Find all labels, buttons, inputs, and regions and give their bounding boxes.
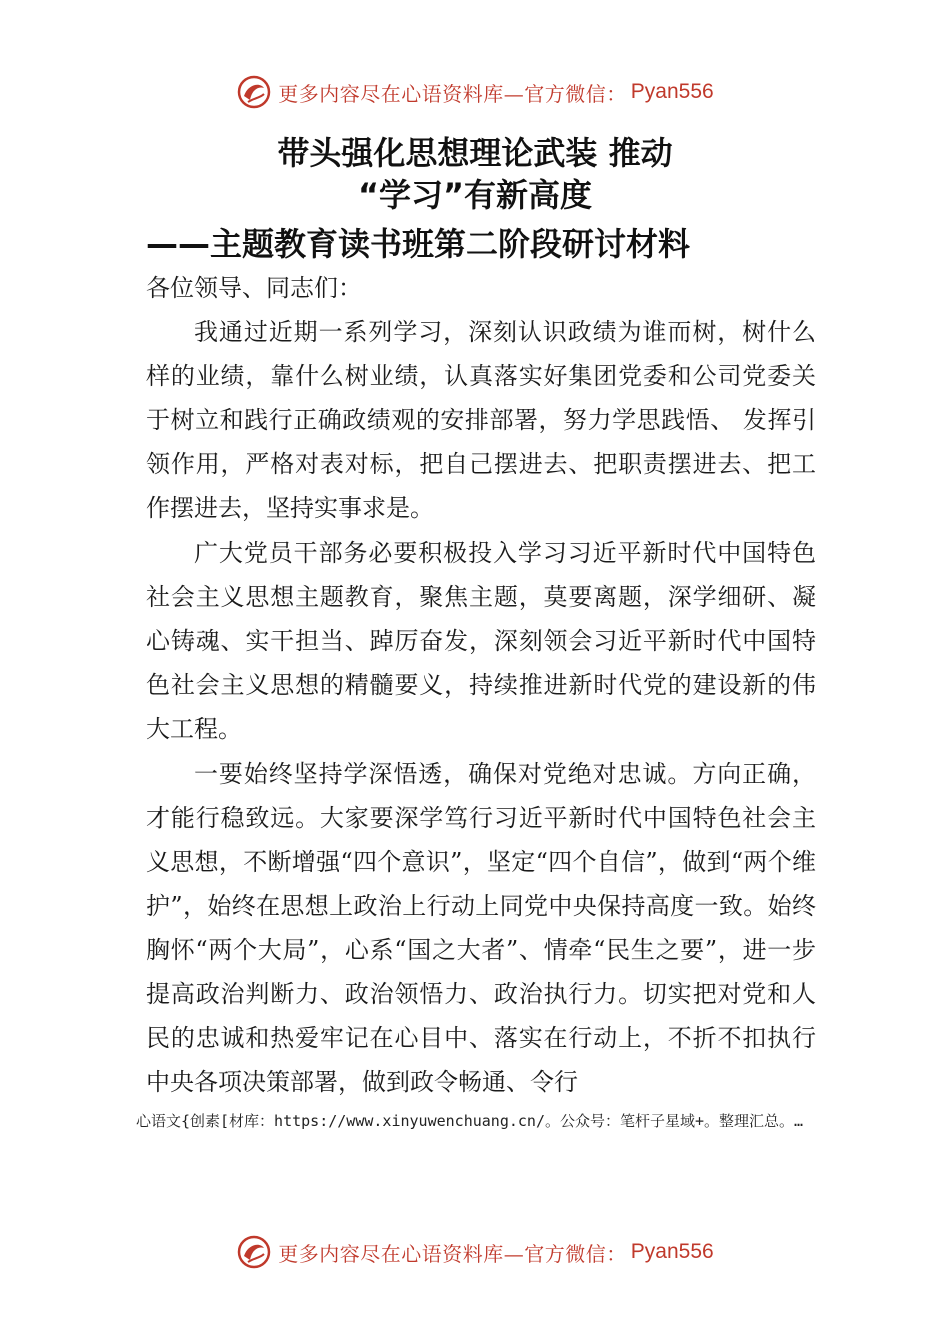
greeting: 各位领导、同志们： — [146, 274, 362, 302]
top-banner — [0, 72, 950, 112]
banner-text: 更多内容尽在心语资料库—官方微信： — [278, 81, 627, 106]
paragraph-2: 广大党员干部务必要积极投入学习习近平新时代中国特色社会主义思想主题教育，聚焦主题，莫要离题，深学细研、凝心铸魂、实干担当、踔厉奋发，深刻领会习近平新时代中国特色社会主义思想的精髓要义，持续推进新时代党的建设新的伟大工程。 — [146, 539, 816, 743]
title-line-3: ——主题教育读书班第二阶段研讨材料 — [146, 225, 691, 263]
bottom-banner — [0, 1232, 950, 1272]
banner-text: 更多内容尽在心语资料库—官方微信： — [278, 1241, 627, 1266]
paragraph-1: 我通过近期一系列学习，深刻认识政绩为谁而树，树什么样的业绩，靠什么树业绩，认真落实好集团党委和公司党委关于树立和践行正确政绩观的安排部署，努力学思践悟、 发挥引领作用，严格对表对标，把自己摆进去、把职责摆进去、把工作摆进去，坚持实事求是。 — [146, 318, 816, 522]
footer-note: 心语文{创素[材库：https://www.xinyuwenchuang.cn/。公众号：笔杆子星域+。整理汇总。… — [136, 1112, 804, 1130]
banner-wechat-id: Pyan556 — [630, 80, 714, 103]
swirl-logo-icon — [236, 74, 272, 110]
title-line-2: “学习”有新高度 — [357, 176, 593, 214]
title-line-1: 带头强化思想理论武装 推动 — [277, 134, 673, 172]
swirl-logo-icon — [236, 1234, 272, 1270]
paragraph-3: 一要始终坚持学深悟透，确保对党绝对忠诚。方向正确，才能行稳致远。大家要深学笃行习近平新时代中国特色社会主义思想，不断增强“四个意识”，坚定“四个自信”，做到“两个维护”，始终在思想上政治上行动上同党中央保持高度一致。始终胸怀“两个大局”，心系“国之大者”、情牵“民生之要”，进一步提高政治判断力、政治领悟力、政治执行力。切实把对党和人民的忠诚和热爱牢记在心目中、落实在行动上，不折不扣执行中央各项决策部署，做到政令畅通、令行 — [146, 760, 816, 1096]
banner-wechat-id: Pyan556 — [630, 1240, 714, 1263]
